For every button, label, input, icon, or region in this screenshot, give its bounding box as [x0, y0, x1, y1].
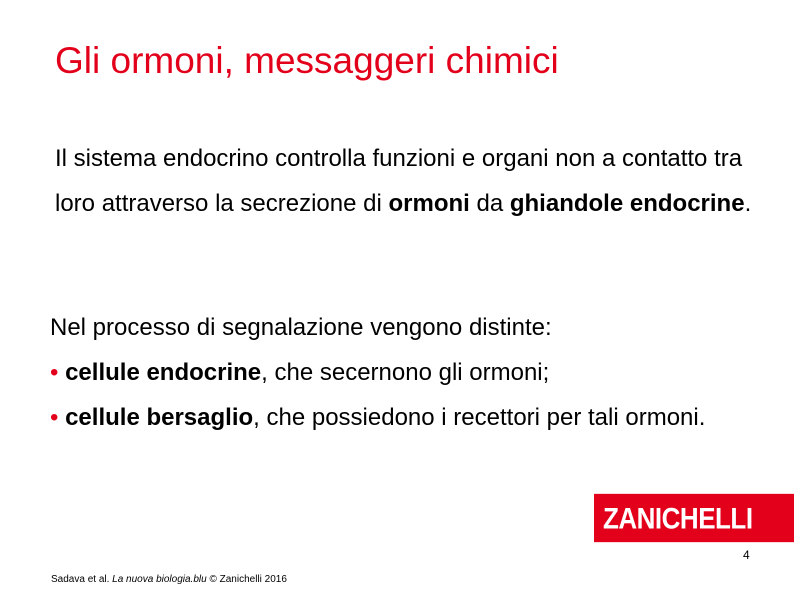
para1-text-1: Il sistema endocrino controlla funzioni e organi non a contatto tra loro attraverso la secrezione di — [55, 145, 743, 217]
signaling-paragraph — [50, 305, 770, 440]
bullet-icon: • — [50, 359, 59, 386]
term-cellule-endocrine: cellule endocrine — [65, 359, 262, 386]
bullet-text: , che possiedono i recettori per tali ormoni. — [253, 404, 706, 431]
intro-paragraph — [55, 136, 775, 226]
bullet-item — [50, 350, 770, 395]
footer-authors: Sadava et al. — [51, 574, 113, 585]
term-ormoni: ormoni — [388, 190, 470, 217]
zanichelli-logo: ZANICHELLI — [594, 494, 794, 542]
bullet-icon: • — [50, 404, 59, 431]
footer-publisher: © Zanichelli 2016 — [206, 574, 287, 585]
footer-book-title: La nuova biologia.blu — [112, 574, 207, 585]
bullet-text: , che secernono gli ormoni; — [261, 359, 550, 386]
bullet-item — [50, 395, 770, 440]
para1-text-2: da — [469, 190, 510, 217]
para1-text-3: . — [744, 190, 752, 217]
slide-title: Gli ormoni, messaggeri chimici — [55, 40, 559, 81]
term-cellule-bersaglio: cellule bersaglio — [65, 404, 254, 431]
term-ghiandole-endocrine: ghiandole endocrine — [509, 190, 745, 217]
page-number: 4 — [743, 548, 750, 562]
footer-citation — [51, 574, 287, 585]
signaling-intro: Nel processo di segnalazione vengono distinte: — [50, 314, 552, 341]
